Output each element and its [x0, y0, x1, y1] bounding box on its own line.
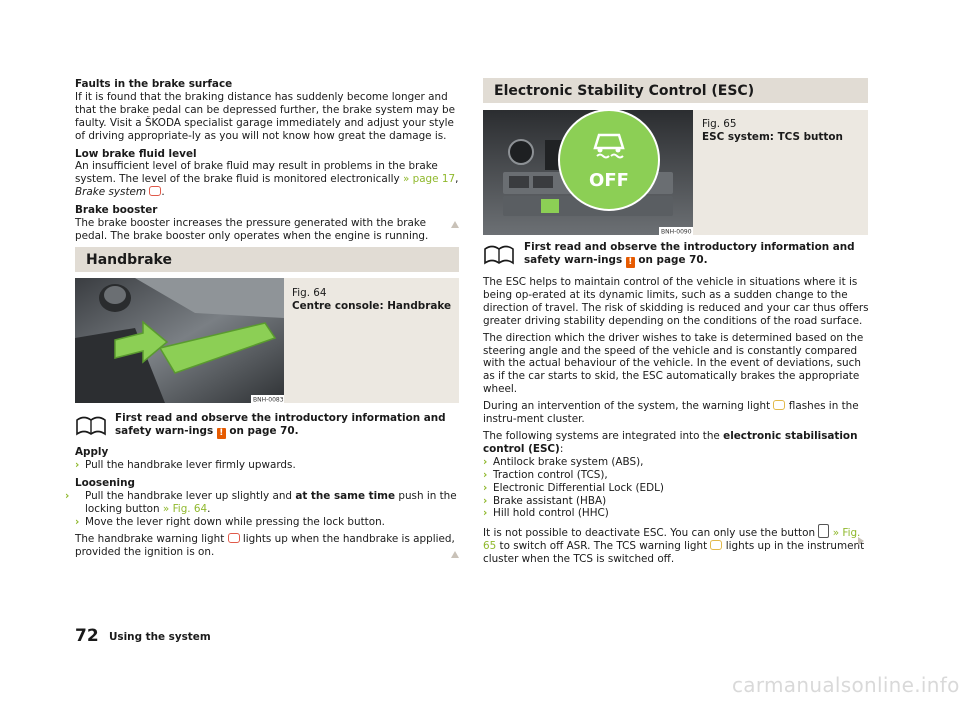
loosening-heading: Loosening: [75, 476, 135, 489]
fig65-code: BNH-0090: [661, 228, 692, 235]
fig65-caption: [702, 118, 862, 144]
warning-badge-icon: !: [626, 257, 635, 268]
read-first-right: [483, 241, 869, 268]
watermark: carmanualsonline.info: [732, 673, 960, 697]
tcs-warning-icon: [710, 540, 722, 550]
esc-section-title: Electronic Stability Control (ESC): [483, 78, 868, 103]
chevron-right-icon: ›: [483, 481, 488, 494]
chevron-right-icon: ›: [483, 468, 488, 481]
fig64-number: Fig. 64: [292, 287, 327, 299]
fig65-title: ESC system: TCS button: [702, 130, 843, 143]
read-first-left: [75, 412, 461, 439]
apply-heading: Apply: [75, 446, 109, 458]
low-fluid-body: An insufficient level of brake fluid may result in problems in the brake system. The level of the brake fluid is monitored electronically » page 17, Brake system .: [75, 160, 459, 199]
faults-body: If it is found that the braking distance has suddenly become longer and that the brake pedal can be depressed further, the brake system may be faulty. Visit a ŠKODA specialist garage immediately and adjust your style of driving appropriate-ly as you will not know how great the damage is.: [75, 90, 456, 142]
handbrake-illustration: [75, 278, 284, 403]
handbrake-warning-text: The handbrake warning light lights up when the handbrake is applied, provided the ignition is on.: [75, 533, 455, 559]
fig64-code: BNH-0083: [253, 396, 284, 403]
system-item: › Hill hold control (HHC): [483, 507, 609, 520]
low-fluid-heading: Low brake fluid level: [75, 147, 197, 160]
fig65-number: Fig. 65: [702, 118, 737, 130]
esc-paragraph-2: The direction which the driver wishes to take is determined based on the steering angle and the speed of the vehicle and is constantly compared with the actual behaviour of the vehicle. In the event of deviations, such as if the car starts to skid, the ESC automatically brakes the appropriate wheel.: [483, 331, 864, 396]
page-number: 72: [75, 626, 99, 646]
fig64-image: [75, 278, 284, 403]
right-column-body: [483, 276, 871, 566]
loosen-item-2: › Move the lever right down while pressing the lock button.: [75, 515, 385, 528]
chevron-right-icon: ›: [65, 489, 70, 502]
chevron-right-icon: ›: [483, 455, 488, 468]
fig65-image: [483, 110, 693, 235]
loosen-item-1: › Pull the handbrake lever up slightly and at the same time push in the locking button » Fig. 64.: [65, 489, 457, 515]
chevron-right-icon: ›: [75, 458, 80, 471]
esc-paragraph-5: It is not possible to deactivate ESC. You can only use the button » Fig. 65 to switch off ASR. The TCS warning light lights up in the instrument cluster when the TCS is switched off.: [483, 524, 871, 566]
handbrake-section-title: Handbrake: [75, 247, 459, 272]
book-icon: [75, 414, 107, 436]
esc-paragraph-3: During an intervention of the system, the warning light flashes in the instru-ment cluster.: [483, 400, 859, 426]
left-column: [75, 78, 461, 243]
book-icon: [483, 243, 515, 265]
esc-paragraph-4: The following systems are integrated into the electronic stabilisation control (ESC):: [483, 429, 858, 455]
section-end-icon: [451, 551, 459, 558]
booster-heading: Brake booster: [75, 204, 158, 217]
system-item: › Brake assistant (HBA): [483, 494, 607, 507]
left-column-lower: [65, 446, 461, 559]
page-17-link[interactable]: » page 17: [402, 173, 456, 186]
tcs-button-icon: [818, 524, 829, 538]
system-item: › Traction control (TCS),: [483, 468, 608, 481]
apply-item: › Pull the handbrake lever firmly upwards.: [75, 458, 296, 471]
system-item: › Electronic Differential Lock (EDL): [483, 481, 664, 494]
chevron-right-icon: ›: [483, 507, 488, 520]
chevron-right-icon: ›: [75, 515, 80, 528]
fig65-link[interactable]: » Fig. 65: [483, 527, 861, 553]
brake-warning-icon: [149, 186, 161, 196]
warning-badge-icon: !: [217, 428, 226, 439]
faults-heading: Faults in the brake surface: [75, 78, 233, 90]
fig64-caption: [292, 287, 452, 313]
read-first-text: First read and observe the introductory information and safety warn-ings ! on page 70.: [115, 412, 446, 438]
read-first-text: First read and observe the introductory information and safety warn-ings ! on page 70.: [524, 241, 855, 267]
handbrake-warning-icon: [228, 533, 240, 543]
continue-arrow-icon: [858, 537, 864, 545]
system-item: › Antilock brake system (ABS),: [483, 455, 644, 468]
esc-button-illustration: [483, 110, 693, 235]
fig65-off-label: OFF: [589, 170, 629, 191]
fig64-link[interactable]: » Fig. 64: [162, 502, 208, 515]
fig64-title: Centre console: Handbrake: [292, 299, 452, 312]
esc-warning-icon: [773, 400, 785, 410]
section-end-icon: [451, 221, 459, 228]
booster-body: The brake booster increases the pressure generated with the brake pedal. The brake booster only operates when the engine is running.: [75, 217, 429, 242]
footer-section: Using the system: [109, 631, 211, 643]
chevron-right-icon: ›: [483, 494, 488, 507]
esc-paragraph-1: The ESC helps to maintain control of the vehicle in situations where it is being op-erated at its dynamic limits, such as a sudden change to the direction of travel. The risk of skidding is reduced and your car thus offers greater driving stability depending on the conditions of the road surface.: [483, 276, 869, 327]
